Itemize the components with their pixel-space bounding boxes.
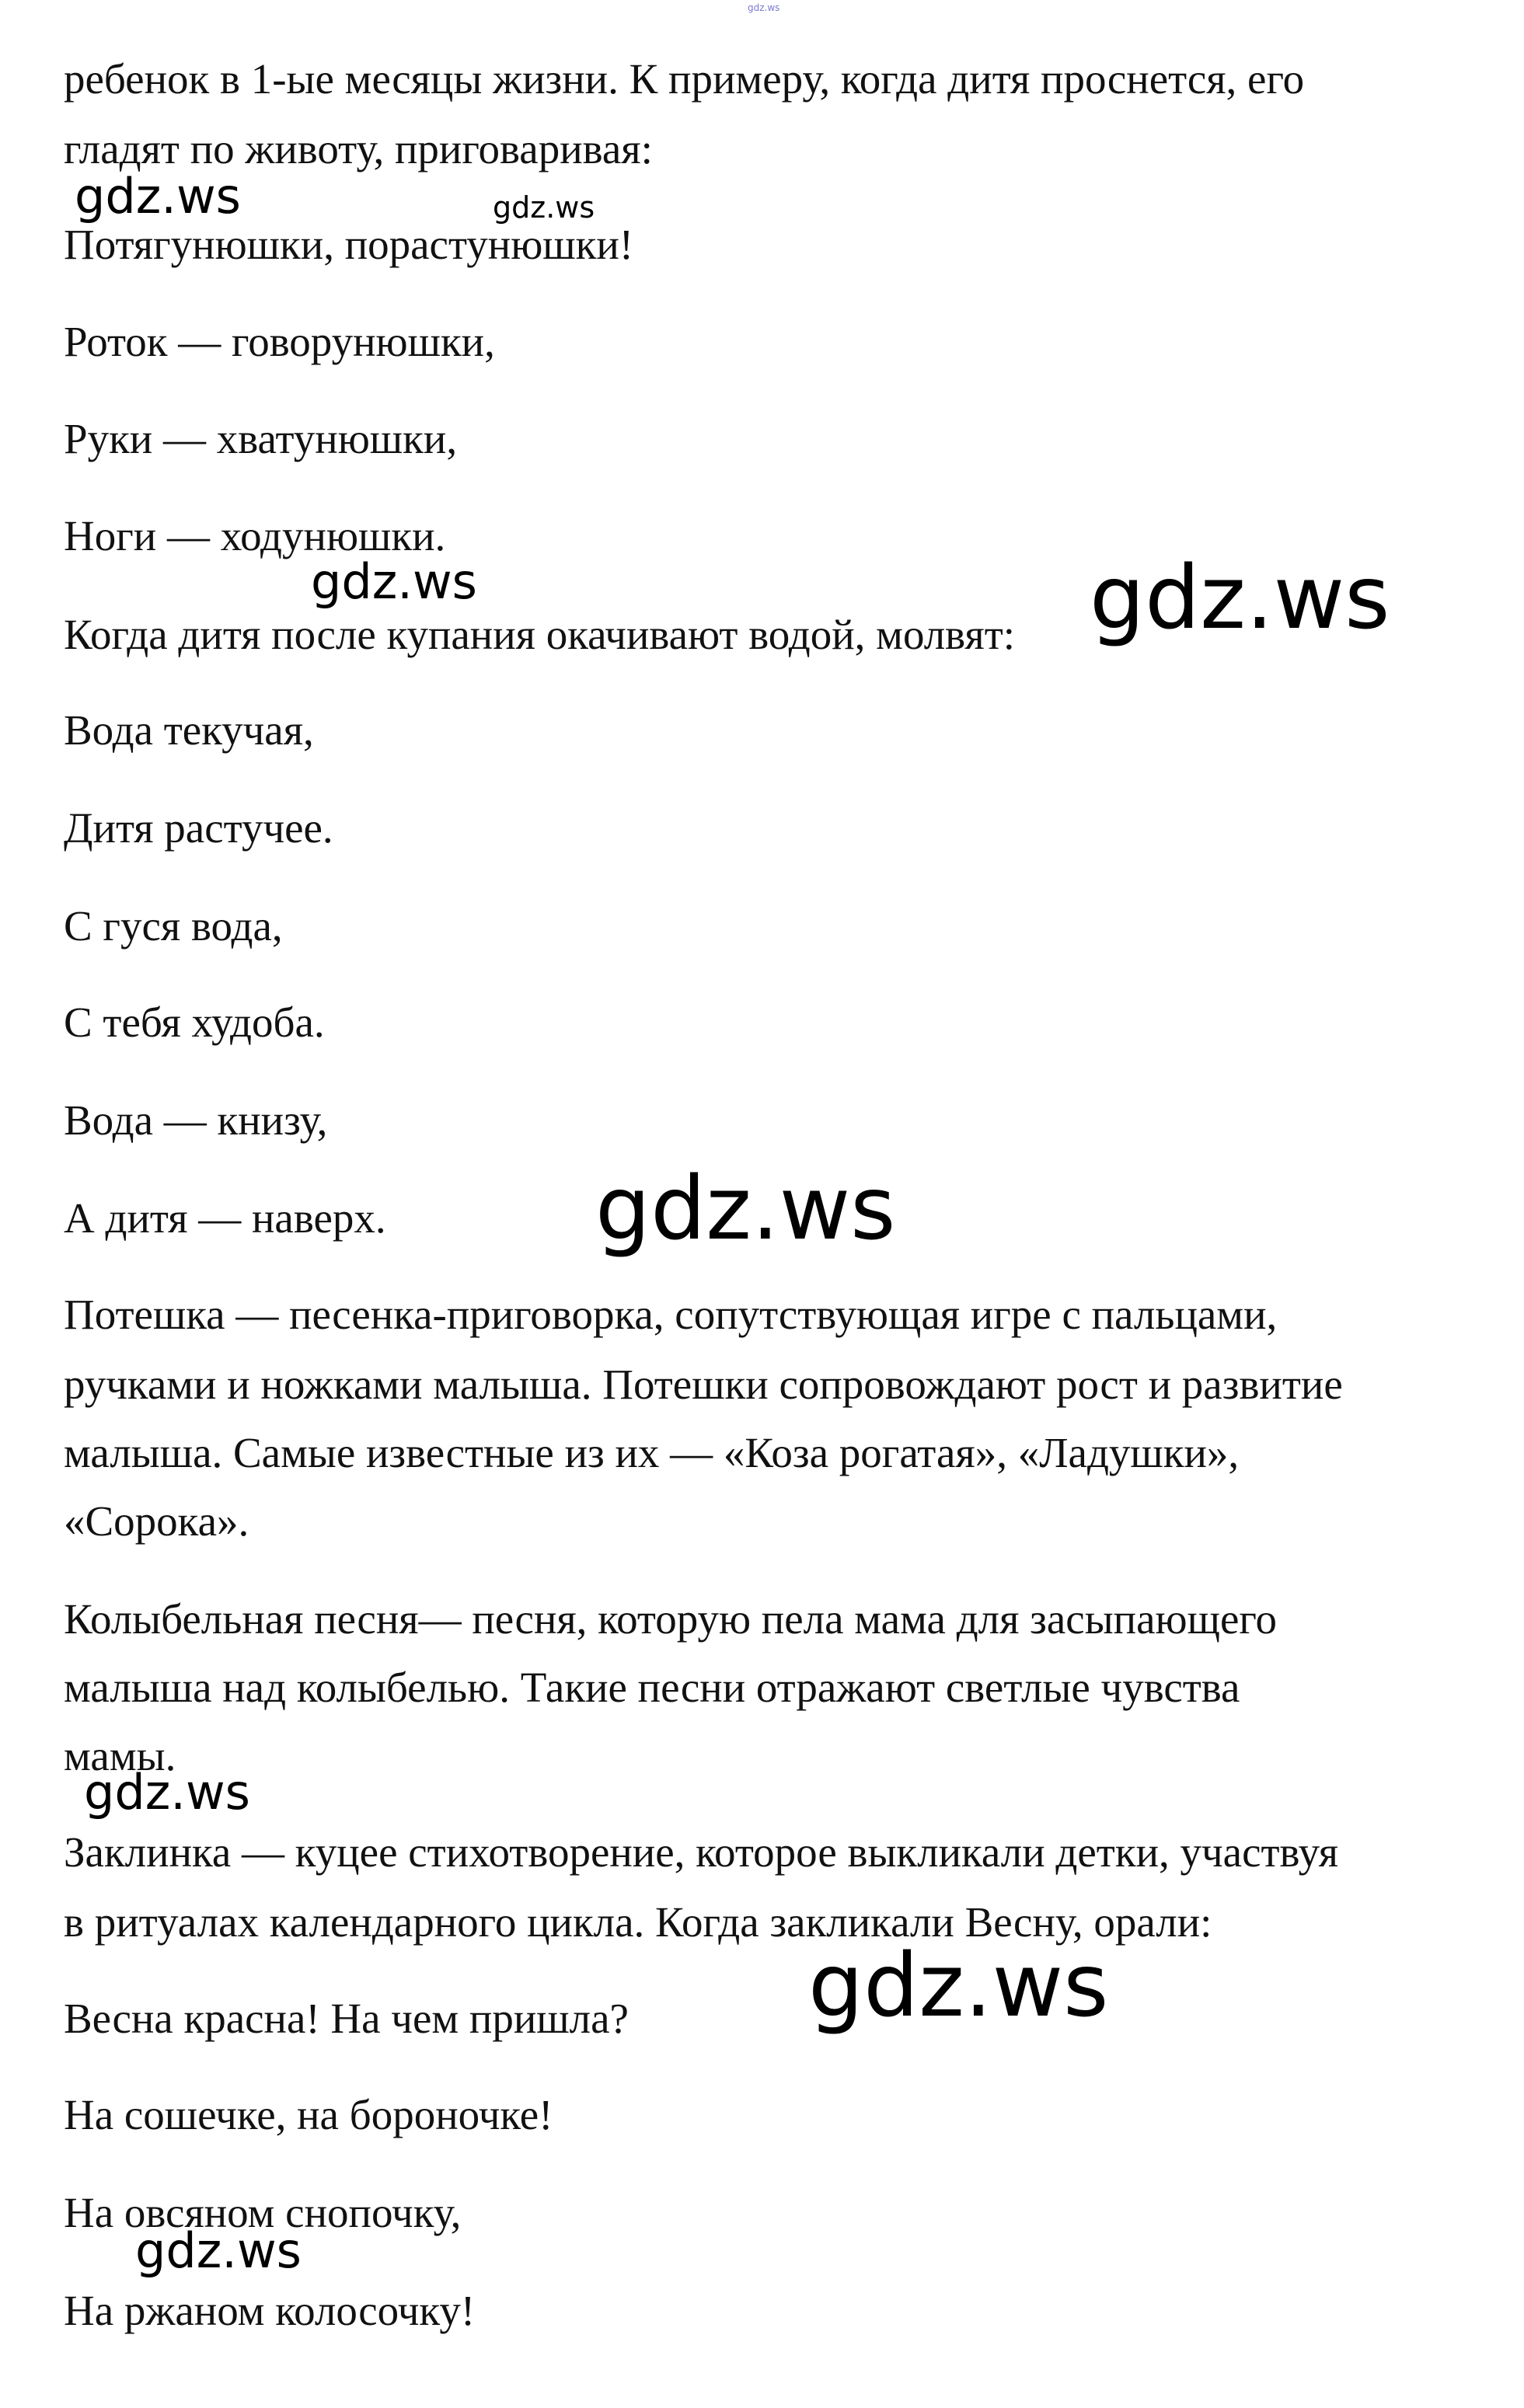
- text-line: Весна красна! На чем пришла?: [64, 1995, 629, 2042]
- text-line: На сошечке, на бороночке!: [64, 2091, 553, 2138]
- text-line: Потешка — песенка-приговорка, сопутствующая игре с пальцами,: [64, 1291, 1278, 1338]
- text-line: Дитя растучее.: [64, 804, 333, 852]
- watermark: gdz.ws: [748, 2, 780, 13]
- text-line: С тебя худоба.: [64, 998, 325, 1046]
- text-line: Роток — говорунюшки,: [64, 318, 495, 365]
- text-line: гладят по животу, приговаривая:: [64, 125, 653, 172]
- text-line: в ритуалах календарного цикла. Когда закликали Весну, орали:: [64, 1898, 1212, 1946]
- text-line: малыша. Самые известные из их — «Коза рогатая», «Ладушки»,: [64, 1429, 1240, 1476]
- watermark: gdz.ws: [75, 168, 241, 225]
- text-line: Потягунюшки, порастунюшки!: [64, 221, 634, 268]
- text-line: ручками и ножками малыша. Потешки сопровождают рост и развитие: [64, 1361, 1343, 1408]
- text-line: Вода текучая,: [64, 706, 314, 754]
- text-line: Заклинка — куцее стихотворение, которое выкликали детки, участвуя: [64, 1828, 1339, 1876]
- text-line: Руки — хватунюшки,: [64, 415, 458, 462]
- text-line: Когда дитя после купания окачивают водой, молвят:: [64, 611, 1016, 658]
- text-line: малыша над колыбелью. Такие песни отражают светлые чувства: [64, 1664, 1240, 1711]
- watermark: gdz.ws: [1090, 548, 1390, 649]
- text-line: Ноги — ходунюшки.: [64, 512, 446, 559]
- watermark: gdz.ws: [135, 2222, 302, 2279]
- text-line: С гуся вода,: [64, 902, 283, 950]
- watermark: gdz.ws: [808, 1936, 1109, 2037]
- text-line: ребенок в 1-ые месяцы жизни. К примеру, когда дитя проснется, его: [64, 55, 1305, 103]
- text-line: На ржаном колосочку!: [64, 2287, 476, 2334]
- watermark: gdz.ws: [493, 190, 595, 225]
- text-line: Колыбельная песня— песня, которую пела мама для засыпающего: [64, 1595, 1278, 1643]
- text-line: мамы.: [64, 1732, 176, 1779]
- text-line: «Сорока».: [64, 1497, 249, 1545]
- watermark: gdz.ws: [311, 553, 477, 610]
- watermark: gdz.ws: [84, 1764, 250, 1821]
- text-line: На овсяном снопочку,: [64, 2189, 462, 2236]
- text-line: А дитя — наверх.: [64, 1194, 386, 1242]
- text-line: Вода — книзу,: [64, 1096, 328, 1144]
- watermark: gdz.ws: [595, 1159, 896, 1260]
